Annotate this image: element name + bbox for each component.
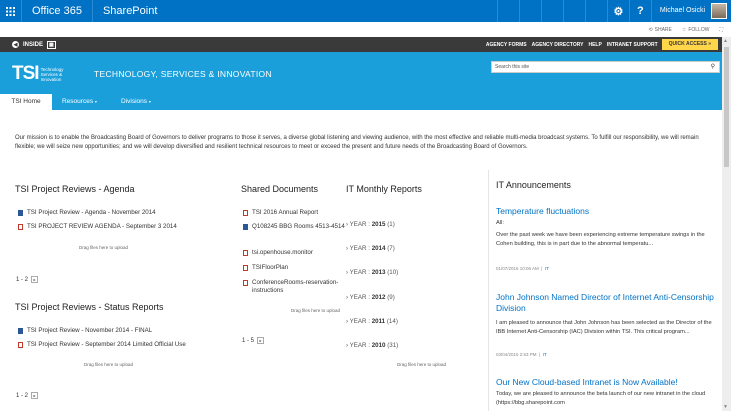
pdf-icon bbox=[243, 265, 248, 271]
drag-upload-hint[interactable]: Drag files here to upload bbox=[397, 362, 447, 367]
nav-resources[interactable] bbox=[62, 94, 97, 110]
year-count: (7) bbox=[387, 245, 395, 252]
next-page-button[interactable]: ▸ bbox=[31, 276, 38, 283]
year-count: (14) bbox=[386, 318, 398, 325]
sharepoint-link[interactable]: SharePoint bbox=[102, 5, 158, 17]
page-scrollbar[interactable] bbox=[722, 37, 731, 411]
announcement-title[interactable]: John Johnson Named Director of Internet Anti-Censorship Division bbox=[496, 292, 714, 313]
announcement-body: Over the past week we have been experiencing extreme temperature swings in the Cohen building, this is in part due to the abnormal temperatu... bbox=[496, 232, 705, 247]
year-group[interactable]: › YEAR : 2011 (14) bbox=[346, 318, 398, 325]
nav-divisions[interactable] bbox=[121, 94, 151, 110]
pdf-icon bbox=[18, 224, 23, 230]
follow-label: FOLLOW bbox=[688, 26, 710, 33]
status-reports-title[interactable]: TSI Project Reviews - Status Reports bbox=[15, 302, 164, 312]
chevron-down-icon: ▾ bbox=[148, 99, 151, 104]
quick-access-button[interactable]: QUICK ACCESS » bbox=[662, 39, 718, 50]
year-count: (9) bbox=[387, 294, 395, 301]
list-item-label: TSI Project Review - September 2014 Limited Official Use bbox=[27, 341, 186, 348]
share-icon: ⟲ bbox=[648, 26, 653, 33]
announcement-title[interactable]: Temperature fluctuations bbox=[496, 206, 590, 216]
year-value: 2014 bbox=[371, 245, 386, 252]
word-doc-icon bbox=[243, 224, 248, 230]
pager bbox=[16, 392, 38, 399]
year-group[interactable]: › YEAR : 2013 (10) bbox=[346, 269, 399, 276]
list-item-label: TSI Project Review - November 2014 - FINAL bbox=[27, 327, 153, 334]
word-doc-icon bbox=[18, 210, 23, 216]
year-value: 2010 bbox=[371, 342, 386, 349]
logo-sub-line: Services & bbox=[40, 71, 63, 77]
year-value: 2012 bbox=[371, 294, 386, 301]
suite-spacer bbox=[541, 0, 563, 22]
pdf-icon bbox=[243, 250, 248, 256]
list-item-label: ConferenceRooms-reservation-instructions bbox=[252, 279, 339, 294]
inside-brand[interactable] bbox=[0, 41, 56, 49]
shared-documents-title[interactable]: Shared Documents bbox=[241, 184, 319, 194]
search-icon[interactable]: ⚲ bbox=[710, 64, 715, 70]
follow-button[interactable] bbox=[682, 27, 710, 33]
word-doc-icon bbox=[18, 328, 23, 334]
focus-icon[interactable]: ⛶ bbox=[719, 26, 723, 33]
share-button[interactable] bbox=[648, 27, 671, 33]
search-input[interactable] bbox=[491, 61, 720, 73]
inside-brand-label: INSIDE bbox=[23, 41, 44, 48]
announcement-tag[interactable]: IT bbox=[544, 266, 549, 271]
help-icon[interactable]: ? bbox=[629, 0, 651, 22]
list-item-label: TSI 2016 Annual Report bbox=[252, 209, 319, 216]
column-divider bbox=[488, 170, 489, 411]
nav-divisions-label: Divisions bbox=[121, 98, 148, 105]
year-label: YEAR : bbox=[349, 318, 370, 325]
year-label: YEAR : bbox=[349, 245, 370, 252]
pdf-icon bbox=[243, 210, 248, 216]
announcement-date: 01/07/2016 10:06 AM bbox=[496, 266, 539, 271]
year-value: 2013 bbox=[371, 269, 386, 276]
avatar[interactable] bbox=[711, 3, 727, 19]
year-count: (31) bbox=[387, 342, 399, 349]
mission-statement: Our mission is to enable the Broadcasting Board of Governors to deliver programs to those it serves, a diverse global listening and viewing audience, with the most effective and reliable multi-media broadcast systems. To fulfill our responsibility, we will remain flexible; we will seize new opportunities; and we will develop diversified and resilient technical resources to meet or exceed the present and future needs of the Broadcasting Board of Governors. bbox=[15, 135, 699, 150]
site-title: TECHNOLOGY, SERVICES & INNOVATION bbox=[94, 69, 272, 79]
list-item[interactable] bbox=[243, 209, 318, 217]
suite-spacer bbox=[519, 0, 541, 22]
year-label: YEAR : bbox=[349, 221, 370, 228]
list-item-label: tsi.openhouse.monitor bbox=[252, 249, 313, 256]
back-arrow-icon: ◀ bbox=[13, 41, 18, 48]
agency-directory-link[interactable]: AGENCY DIRECTORY bbox=[531, 41, 584, 48]
drag-upload-hint[interactable]: Drag files here to upload bbox=[291, 308, 341, 313]
pager bbox=[16, 276, 38, 283]
list-item-label: TSI PROJECT REVIEW AGENDA - September 3 2014 bbox=[27, 223, 177, 230]
list-item[interactable] bbox=[243, 264, 288, 272]
bbg-logo-icon: ▦ bbox=[49, 41, 54, 48]
site-logo[interactable] bbox=[12, 63, 63, 85]
help-link[interactable]: HELP bbox=[588, 41, 602, 48]
next-page-button[interactable]: ▸ bbox=[257, 337, 264, 344]
pdf-icon bbox=[18, 342, 23, 348]
list-item-label: TSIFloorPlan bbox=[252, 264, 289, 271]
it-monthly-reports-title[interactable]: IT Monthly Reports bbox=[346, 184, 422, 194]
list-item-label: TSI Project Review - Agenda - November 2014 bbox=[27, 209, 156, 216]
logo-sub-line: Technology bbox=[40, 66, 64, 72]
list-item-label: Q108245 BBG Rooms 4513-4514 bbox=[252, 223, 345, 230]
year-group[interactable]: › YEAR : 2012 (9) bbox=[346, 294, 395, 301]
year-count: (10) bbox=[387, 269, 399, 276]
pager-range: 1 - 5 bbox=[242, 337, 255, 344]
share-label: SHARE bbox=[654, 26, 672, 33]
announcement-body: Today, we are pleased to announce the beta launch of our new intranet in the cloud (https://bbg.sharepoint.com bbox=[496, 391, 706, 406]
year-value: 2015 bbox=[371, 221, 386, 228]
nav-tsi-home[interactable]: TSI Home bbox=[0, 94, 52, 110]
list-item[interactable] bbox=[18, 341, 186, 349]
year-count: (1) bbox=[387, 221, 395, 228]
announcements-title[interactable]: IT Announcements bbox=[496, 180, 571, 190]
inside-bar bbox=[0, 37, 722, 52]
scroll-up-icon[interactable]: ▲ bbox=[723, 38, 728, 44]
year-group[interactable]: › YEAR : 2014 (7) bbox=[346, 245, 395, 252]
pager-range: 1 - 2 bbox=[16, 392, 29, 399]
year-value: 2011 bbox=[371, 318, 386, 325]
drag-upload-hint[interactable]: Drag files here to upload bbox=[79, 245, 129, 250]
pager bbox=[242, 337, 264, 344]
year-label: YEAR : bbox=[349, 294, 370, 301]
search-placeholder: Search this site bbox=[495, 64, 530, 70]
announcement-meta: 03/04/2015 2:53 PM | IT bbox=[496, 352, 547, 357]
scroll-thumb[interactable] bbox=[724, 47, 729, 167]
nav-resources-label: Resources bbox=[62, 98, 94, 105]
drag-upload-hint[interactable]: Drag files here to upload bbox=[84, 362, 134, 367]
office365-link[interactable]: Office 365 bbox=[22, 0, 93, 22]
scroll-down-icon[interactable]: ▼ bbox=[723, 404, 728, 410]
list-item[interactable] bbox=[18, 223, 177, 231]
announcement-title[interactable]: Our New Cloud-based Intranet is Now Available! bbox=[496, 377, 678, 387]
next-page-button[interactable]: ▸ bbox=[31, 392, 38, 399]
star-icon: ☆ bbox=[681, 26, 687, 33]
suite-bar bbox=[0, 0, 731, 22]
user-name[interactable]: Michael Osicki bbox=[651, 0, 711, 22]
year-label: YEAR : bbox=[349, 269, 370, 276]
list-item[interactable] bbox=[243, 223, 348, 231]
year-label: YEAR : bbox=[349, 342, 370, 349]
year-group[interactable]: › YEAR : 2010 (31) bbox=[346, 342, 399, 349]
site-banner bbox=[0, 52, 722, 92]
top-nav bbox=[0, 92, 722, 110]
list-item[interactable] bbox=[18, 209, 156, 217]
app-launcher-icon[interactable] bbox=[0, 0, 22, 22]
announcement-tag[interactable]: IT bbox=[542, 352, 547, 357]
suite-spacer bbox=[563, 0, 585, 22]
logo-text: TSI bbox=[12, 63, 39, 84]
gear-icon[interactable]: ⚙ bbox=[607, 0, 629, 22]
agency-forms-link[interactable]: AGENCY FORMS bbox=[485, 41, 527, 48]
agenda-title[interactable]: TSI Project Reviews - Agenda bbox=[15, 184, 135, 194]
pager-range: 1 - 2 bbox=[16, 276, 29, 283]
logo-sub-line: Innovation bbox=[40, 76, 62, 82]
announcement-body-prefix: All: bbox=[496, 220, 504, 226]
list-item[interactable] bbox=[18, 327, 152, 335]
list-item[interactable] bbox=[243, 279, 343, 295]
suite-spacer bbox=[585, 0, 607, 22]
year-group[interactable]: › YEAR : 2015 (1) bbox=[346, 221, 395, 228]
announcement-date: 03/04/2015 2:53 PM bbox=[496, 352, 537, 357]
logo-subtitle bbox=[41, 67, 64, 82]
announcement-meta: 01/07/2016 10:06 AM | IT bbox=[496, 266, 549, 271]
intranet-support-link[interactable]: INTRANET SUPPORT bbox=[606, 41, 658, 48]
chevron-down-icon: ▾ bbox=[94, 99, 97, 104]
suite-spacer bbox=[497, 0, 519, 22]
pdf-icon bbox=[243, 280, 248, 286]
announcement-body: I am pleased to announce that John Johnson has been selected as the Director of the IBB Internet Anti-Censorship (IAC) Division within TSI. This critical program... bbox=[496, 320, 712, 335]
list-item[interactable] bbox=[243, 249, 313, 257]
page-actions bbox=[0, 22, 731, 37]
